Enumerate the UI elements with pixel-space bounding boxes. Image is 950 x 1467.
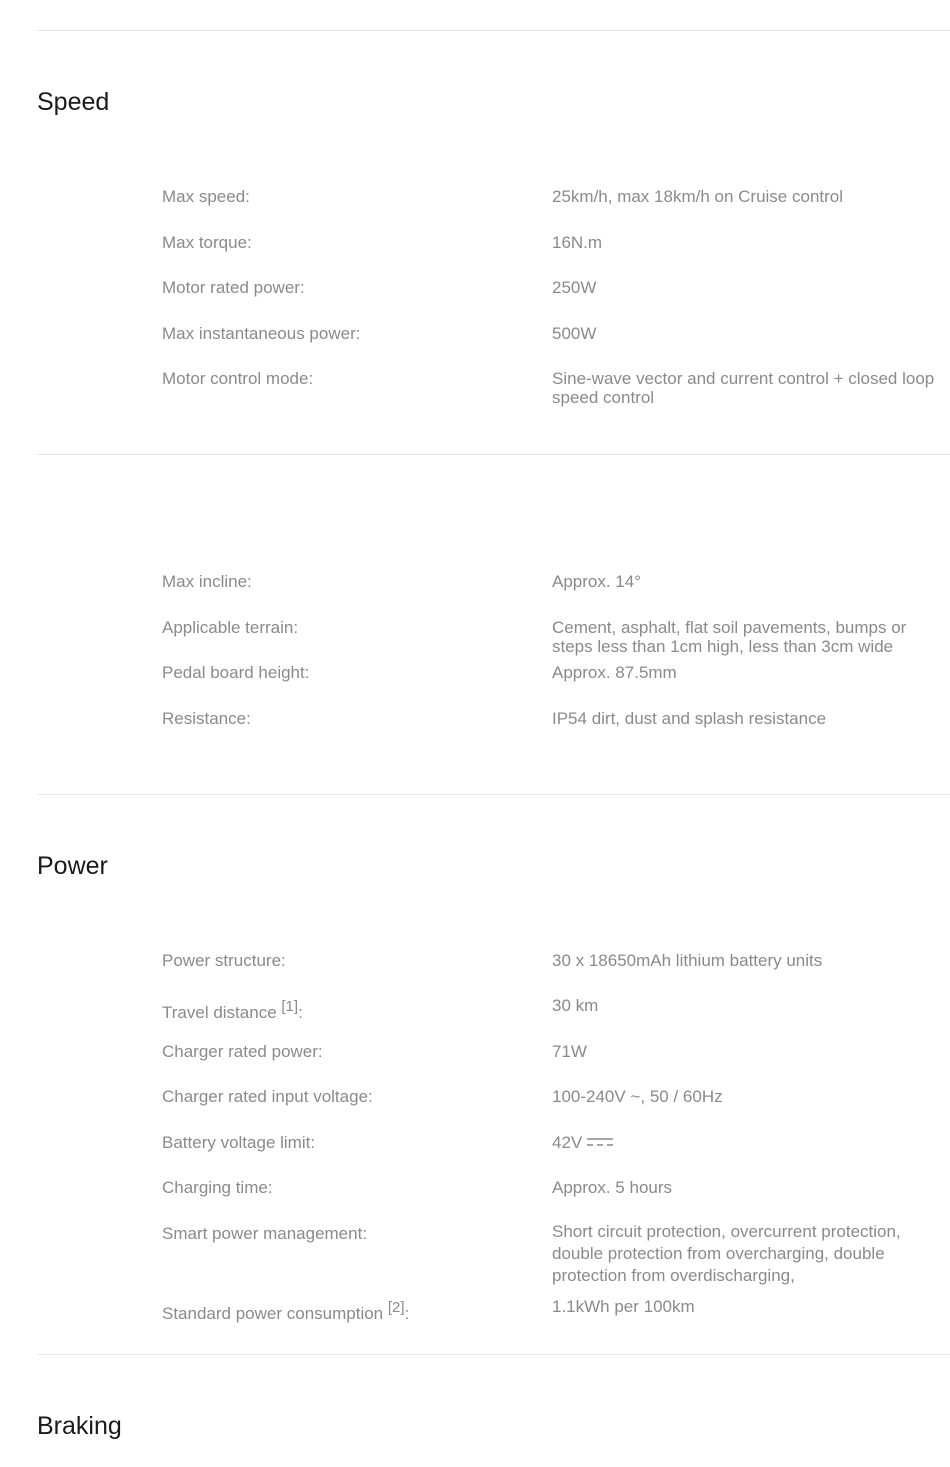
spec-label-resistance: Resistance: <box>162 709 251 728</box>
spec-value-power-structure: 30 x 18650mAh lithium battery units <box>552 951 823 970</box>
spec-value-charger-rated-power: 71W <box>552 1042 587 1061</box>
label-colon: : <box>298 1003 303 1022</box>
spec-label-text: Standard power consumption <box>162 1304 388 1323</box>
spec-label-text: Travel distance <box>162 1003 282 1022</box>
spec-value-smart-power-management: Short circuit protection, overcurrent protection, double protection from overcharging, double protection from overdischarging, <box>552 1222 901 1285</box>
spec-label-charger-rated-input-voltage: Charger rated input voltage: <box>162 1087 373 1106</box>
section-divider <box>37 794 950 795</box>
spec-value-standard-power-consumption: 1.1kWh per 100km <box>552 1297 695 1316</box>
spec-label-max-instantaneous-power: Max instantaneous power: <box>162 324 361 343</box>
spec-value-motor-control-mode: Sine-wave vector and current control + closed loop speed control <box>552 369 935 407</box>
spec-label-standard-power-consumption <box>162 1299 532 1323</box>
spec-label-motor-rated-power: Motor rated power: <box>162 278 305 297</box>
section-divider <box>37 1354 950 1355</box>
spec-value-max-torque: 16N.m <box>552 233 603 252</box>
spec-label-max-speed: Max speed: <box>162 187 250 206</box>
spec-label-charging-time: Charging time: <box>162 1178 273 1197</box>
spec-label-pedal-board-height: Pedal board height: <box>162 663 310 682</box>
label-colon: : <box>404 1304 410 1323</box>
spec-label-power-structure: Power structure: <box>162 951 286 970</box>
dc-voltage-icon <box>586 1132 614 1151</box>
spec-label-smart-power-management: Smart power management: <box>162 1224 368 1243</box>
spec-value-charger-rated-input-voltage: 100-240V ~, 50 / 60Hz <box>552 1087 723 1106</box>
section-divider <box>37 454 950 455</box>
speed-section-title: Speed <box>37 88 110 116</box>
spec-value-max-instantaneous-power: 500W <box>552 324 597 343</box>
spec-value-resistance: IP54 dirt, dust and splash resistance <box>552 709 827 728</box>
spec-value-pedal-board-height: Approx. 87.5mm <box>552 663 677 682</box>
spec-label-max-torque: Max torque: <box>162 233 252 252</box>
spec-label-motor-control-mode: Motor control mode: <box>162 369 314 388</box>
power-section-title: Power <box>37 852 108 880</box>
footnote-ref-1[interactable]: [1] <box>281 998 299 1015</box>
braking-section-title: Braking <box>37 1412 122 1440</box>
section-divider <box>37 30 950 31</box>
spec-value-max-speed: 25km/h, max 18km/h on Cruise control <box>552 187 844 206</box>
spec-value-max-incline: Approx. 14° <box>552 572 642 591</box>
spec-label-battery-voltage-limit: Battery voltage limit: <box>162 1133 316 1152</box>
spec-label-applicable-terrain: Applicable terrain: <box>162 618 299 637</box>
spec-value-travel-distance: 30 km <box>552 996 599 1015</box>
battery-voltage-text: 42V <box>552 1133 583 1152</box>
spec-label-charger-rated-power: Charger rated power: <box>162 1042 323 1061</box>
spec-label-max-incline: Max incline: <box>162 572 252 591</box>
spec-value-motor-rated-power: 250W <box>552 278 597 297</box>
spec-value-charging-time: Approx. 5 hours <box>552 1178 673 1197</box>
spec-value-battery-voltage-limit <box>552 1133 944 1153</box>
spec-value-applicable-terrain: Cement, asphalt, flat soil pavements, bumps or steps less than 1cm high, less than 3cm wide <box>552 618 907 656</box>
spec-label-travel-distance <box>162 998 532 1022</box>
footnote-ref-2[interactable]: [2] <box>387 1299 405 1316</box>
